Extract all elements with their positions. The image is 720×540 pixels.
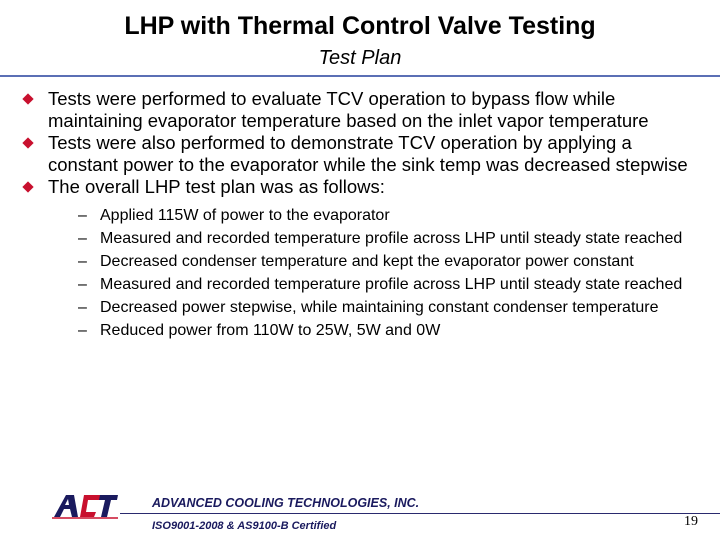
title-divider — [0, 75, 720, 77]
bullet-text: Tests were also performed to demonstrate TCV operation by applying a constant power to the evaporator while the sink temp was decreased stepwise — [48, 132, 688, 175]
sub-bullet-text: Measured and recorded temperature profile across LHP until steady state reached — [100, 230, 683, 247]
sub-bullet-text: Reduced power from 110W to 25W, 5W and 0W — [100, 322, 441, 339]
diamond-bullet-icon — [22, 137, 33, 148]
dash-marker: – — [78, 322, 87, 339]
sub-bullet-item — [78, 273, 702, 296]
bullet-item — [22, 176, 702, 198]
bullet-text: The overall LHP test plan was as follows: — [48, 176, 385, 197]
dash-marker: – — [78, 299, 87, 316]
company-name: ADVANCED COOLING TECHNOLOGIES, INC. — [152, 496, 420, 510]
dash-marker: – — [78, 230, 87, 247]
sub-bullet-list — [22, 204, 702, 342]
certification-text: ISO9001-2008 & AS9100-B Certified — [152, 520, 337, 532]
footer-divider — [118, 513, 720, 514]
sub-bullet-text: Applied 115W of power to the evaporator — [100, 207, 390, 224]
dash-marker: – — [78, 207, 87, 224]
slide-footer — [0, 488, 720, 540]
sub-bullet-text: Measured and recorded temperature profile across LHP until steady state reached — [100, 276, 683, 293]
page-number: 19 — [684, 514, 698, 529]
sub-bullet-text: Decreased condenser temperature and kept the evaporator power constant — [100, 253, 634, 270]
bullet-item — [22, 88, 702, 132]
bullet-text: Tests were performed to evaluate TCV operation to bypass flow while maintaining evaporator temperature based on the inlet vapor temperature — [48, 88, 649, 131]
dash-marker: – — [78, 276, 87, 293]
diamond-bullet-icon — [22, 93, 33, 104]
sub-bullet-item — [78, 250, 702, 273]
sub-bullet-item — [78, 296, 702, 319]
sub-bullet-text: Decreased power stepwise, while maintaining constant condenser temperature — [100, 299, 659, 316]
sub-bullet-item — [78, 204, 702, 227]
slide-subtitle: Test Plan — [318, 47, 402, 69]
dash-marker: – — [78, 253, 87, 270]
sub-bullet-item — [78, 227, 702, 250]
act-logo-icon — [50, 491, 120, 521]
diamond-bullet-icon — [22, 181, 33, 192]
sub-bullet-item — [78, 319, 702, 342]
slide-title: LHP with Thermal Control Valve Testing — [124, 12, 596, 40]
slide-body — [22, 88, 702, 342]
bullet-item — [22, 132, 702, 176]
